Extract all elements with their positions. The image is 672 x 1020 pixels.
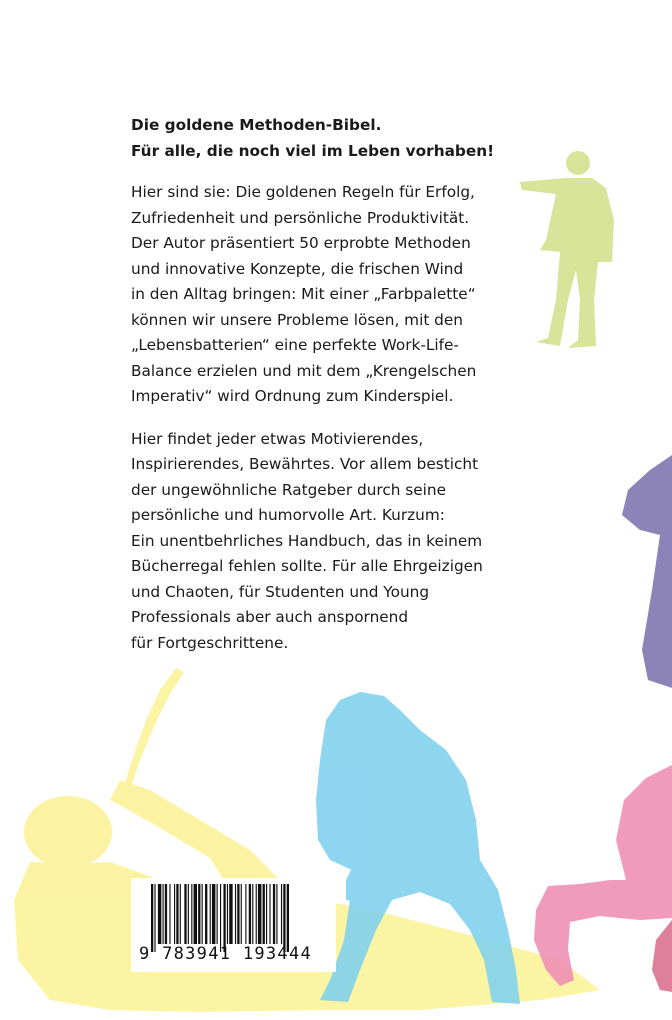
barcode-bar [266,884,267,944]
paragraph-2-line: Inspirierendes, Bewährtes. Vor allem besticht [131,455,479,473]
paragraph-1-line: Der Autor präsentiert 50 erprobte Methoden [131,234,471,252]
paragraph-1-line: Balance erzielen und mit dem „Krengelschen [131,361,477,380]
paragraph-2-line: Professionals aber auch anspornend [131,608,409,626]
barcode-bar [180,884,181,944]
back-cover-text [131,113,516,673]
barcode-bar [210,884,211,944]
barcode-bar [191,884,192,944]
paragraph-2 [131,427,516,657]
green-figure-silhouette [520,151,614,348]
headline-line-2: Für alle, die noch viel im Leben vorhaben! [131,141,495,160]
paragraph-1-line: in den Alltag bringen: Mit einer „Farbpalette“ [131,285,476,303]
isbn-barcode [131,878,336,972]
barcode-bar [217,884,218,944]
headline-line-1: Die goldene Methoden-Bibel. [131,116,382,134]
purple-figure-silhouette [622,455,672,688]
paragraph-2-line: Bücherregal fehlen sollte. Für alle Ehrgeizigen [131,557,483,575]
paragraph-2-line: der ungewöhnliche Ratgeber durch seine [131,480,447,499]
pink-figure-silhouette [534,765,672,986]
barcode-bar [241,884,242,944]
paragraph-1-line: „Lebensbatterien“ eine perfekte Work-Life- [131,336,459,354]
barcode-bar [188,884,189,944]
paragraph-1-line: Imperativ“ wird Ordnung zum Kinderspiel. [131,387,454,405]
barcode-bar [273,884,275,944]
barcode-bar [281,884,282,944]
barcode-bar [212,884,215,944]
paragraph-2-line: und Chaoten, für Studenten und Young [131,582,430,601]
barcode-bar [256,884,257,944]
paragraph-1-line: und innovative Konzepte, die frischen Wind [131,259,464,278]
barcode-bar [283,884,285,952]
barcode-bar [258,884,261,944]
paragraph-1-line: Hier sind sie: Die goldenen Regeln für Erfolg, [131,183,475,201]
barcode-bar [169,884,170,944]
barcode-bar [163,884,164,944]
barcode-bar [154,884,155,952]
barcode-bar [237,884,239,944]
barcode-bar [158,884,161,944]
paragraph-1 [131,180,516,410]
barcode-bar [198,884,200,944]
barcode-bar [194,884,197,944]
barcode-bar [223,884,225,952]
barcode-bar [276,884,277,944]
paragraph-2-line: Hier findet jeder etwas Motivierendes, [131,429,424,448]
barcode-bar [235,884,236,944]
isbn-number: 9 783941 193444 [139,944,313,964]
barcode-bar [151,884,153,952]
barcode-bar [184,884,186,944]
barcode-bar [245,884,246,944]
barcode-bar [174,884,175,944]
barcode-bar [205,884,207,944]
paragraph-2-line: Ein unentbehrliches Handbuch, das in keinem [131,531,483,550]
paragraph-2-line: für Fortgeschrittene. [131,633,289,652]
barcode-bar [287,884,289,952]
barcode-bar [252,884,253,944]
red-figure-silhouette [652,920,672,992]
barcode-bar [202,884,203,944]
barcode-bar [263,884,265,944]
barcode-bar [176,884,178,944]
barcode-bar [269,884,270,944]
headline [131,113,516,164]
barcode-bar [165,884,167,944]
barcode-bar [227,884,228,944]
barcode-bar [229,884,232,944]
paragraph-1-line: Zufriedenheit und persönliche Produktivität. [131,208,470,227]
barcode-bar [249,884,251,944]
paragraph-1-line: können wir unsere Probleme lösen, mit den [131,310,463,329]
barcode-bar [220,884,221,952]
paragraph-2-line: persönliche und humorvolle Art. Kurzum: [131,506,445,524]
